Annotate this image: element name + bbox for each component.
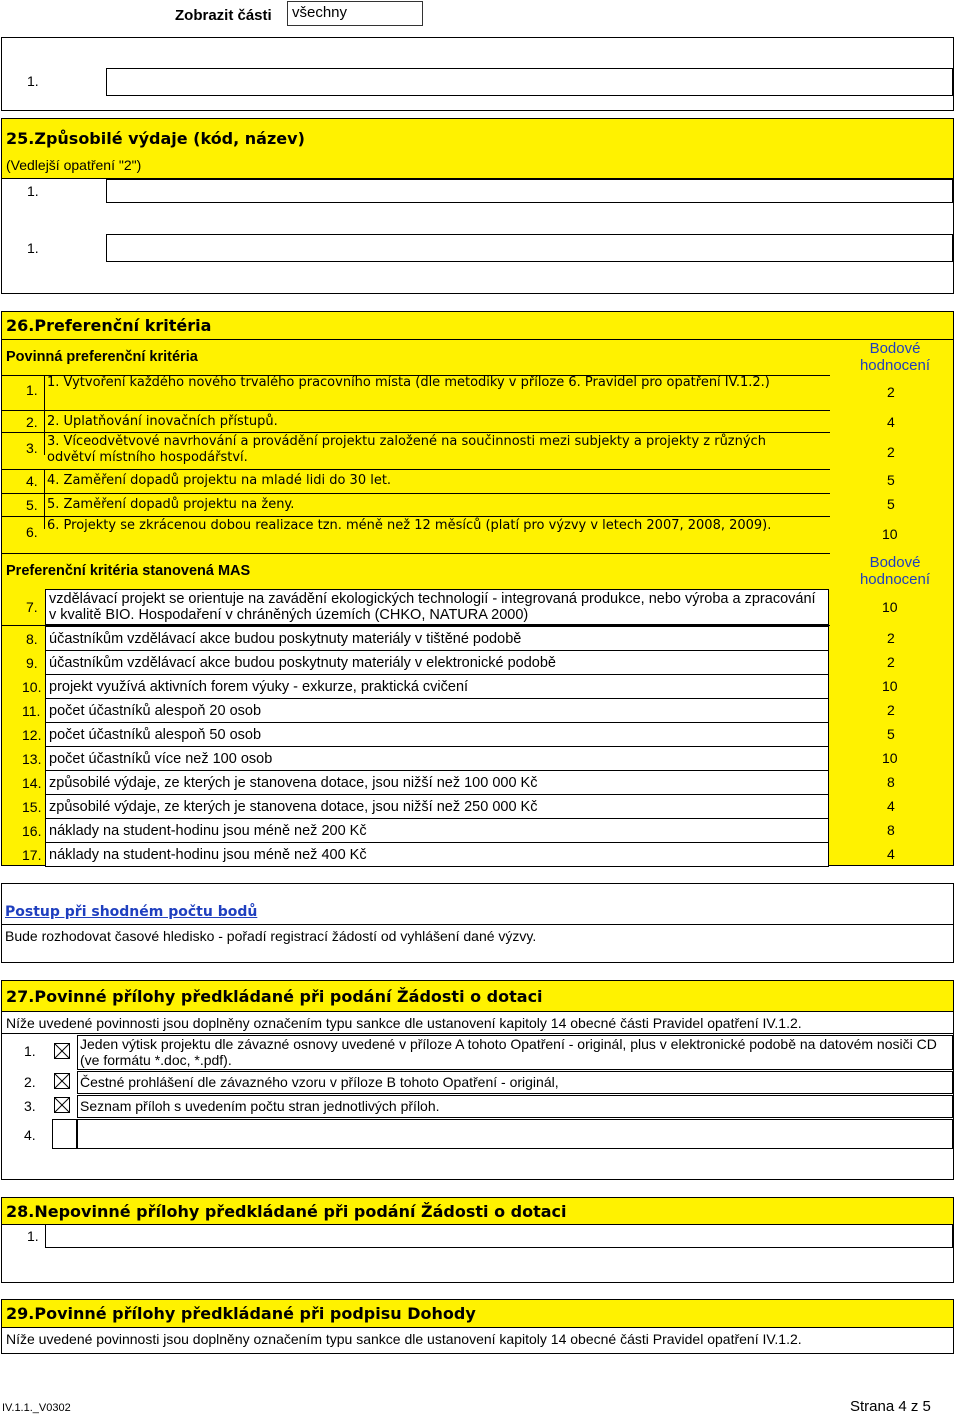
tie-break-title: Postup při shodném počtu bodů	[5, 904, 258, 920]
show-parts-label: Zobrazit části	[175, 7, 272, 24]
section-25	[1, 118, 954, 294]
section-26-title: 26.Preferenční kritéria	[6, 316, 212, 335]
section-29-title: 29.Povinné přílohy předkládané při podpisu Dohody	[6, 1304, 476, 1323]
mas-row-points: 10	[882, 750, 898, 766]
mas-row-points: 4	[887, 846, 895, 862]
section-25-item1-number: 1.	[27, 183, 39, 199]
section-28-item1-number: 1.	[27, 1228, 39, 1244]
tie-break-box	[1, 883, 954, 963]
section-25-title: 25.Způsobilé výdaje (kód, název)	[6, 129, 305, 148]
mas-row-points: 8	[887, 822, 895, 838]
checked-box-icon[interactable]	[54, 1097, 70, 1113]
section-25-subtitle: (Vedlejší opatření "2")	[6, 157, 142, 173]
mas-row-number: 16.	[22, 823, 42, 839]
mas-row-text: počet účastníků alespoň 20 osob	[49, 703, 262, 719]
section-29	[1, 1299, 954, 1354]
mas-row-number: 10.	[22, 679, 42, 695]
mas-row-number: 9.	[26, 655, 38, 671]
section-25-item2-number: 1.	[27, 240, 39, 256]
mandatory-row-text: 2. Uplatňování inovačních přístupů.	[47, 414, 278, 429]
attachment-number: 3.	[24, 1098, 36, 1114]
mandatory-row-text: 6. Projekty se zkrácenou dobou realizace tzn. méně než 12 měsíců (platí pro výzvy v letech 2007, 2008, 2009).	[47, 518, 772, 533]
mandatory-row-points: 10	[882, 526, 898, 542]
section-25-item1-field[interactable]	[106, 179, 953, 203]
attachment-text: Seznam příloh s uvedením počtu stran jednotlivých příloh.	[80, 1098, 440, 1114]
mas-row-points: 10	[882, 599, 898, 615]
checked-box-icon[interactable]	[54, 1043, 70, 1059]
attachment-number: 2.	[24, 1074, 36, 1090]
section-27-note: Níže uvedené povinnosti jsou doplněny označením typu sankce dle ustanovení kapitoly 14 obecné části Pravidel opatření IV.1.2.	[6, 1015, 802, 1031]
section-27-title: 27.Povinné přílohy předkládané při podání Žádosti o dotaci	[6, 987, 543, 1006]
section-28-title: 28.Nepovinné přílohy předkládané při podání Žádosti o dotaci	[6, 1202, 567, 1221]
mas-row-points: 5	[887, 726, 895, 742]
show-parts-select[interactable]: všechny	[287, 1, 423, 26]
attachment-empty-checkbox-cell[interactable]	[52, 1119, 77, 1149]
mandatory-row-points: 2	[887, 444, 895, 460]
mandatory-row-number: 1.	[26, 382, 38, 398]
mas-row-points: 2	[887, 630, 895, 646]
mas-row-text: náklady na student-hodinu jsou méně než 200 Kč	[49, 823, 367, 839]
section-28-item1-field[interactable]	[45, 1224, 953, 1248]
mas-row-text: účastníkům vzdělávací akce budou poskytnuty materiály v tištěné podobě	[49, 631, 522, 647]
mas-row-number: 7.	[26, 599, 38, 615]
section-27	[1, 980, 954, 1180]
mas-row-points: 10	[882, 678, 898, 694]
mandatory-row-text: 3. Víceodvětvové navrhování a provádění projektu založené na součinnosti mezi subjekty a projekty z různých odvětví místního hospodářství.	[47, 434, 766, 465]
mas-row-number: 13.	[22, 751, 42, 767]
mas-row-points: 4	[887, 798, 895, 814]
mas-row-number: 8.	[26, 631, 38, 647]
mas-points-header: Bodové hodnocení	[859, 554, 931, 588]
mandatory-row-points: 4	[887, 414, 895, 430]
footer-page: Strana 4 z 5	[850, 1398, 931, 1415]
tie-break-text: Bude rozhodovat časové hledisko - pořadí registrací žádostí od vyhlášení dané výzvy.	[5, 928, 537, 944]
mas-row-text: vzdělávací projekt se orientuje na zavádění ekologických technologií - integrovaná produkce, nebo výroba a zpracování v kvalitě BIO. Hospodaření v chráněných územích (CHKO, NATURA 2000)	[49, 591, 816, 623]
attachment-number: 1.	[24, 1043, 36, 1059]
attachment-text: Čestné prohlášení dle závazného vzoru v příloze B tohoto Opatření - originál,	[80, 1074, 559, 1090]
mandatory-row-points: 2	[887, 384, 895, 400]
mas-row-text: způsobilé výdaje, ze kterých je stanovena dotace, jsou nižší než 100 000 Kč	[49, 775, 538, 791]
mandatory-row-number: 3.	[26, 440, 38, 456]
mas-row-text: účastníkům vzdělávací akce budou poskytnuty materiály v elektronické podobě	[49, 655, 556, 671]
mas-row-number: 12.	[22, 727, 42, 743]
mandatory-points-header: Bodové hodnocení	[859, 340, 931, 374]
mas-row-text: způsobilé výdaje, ze kterých je stanovena dotace, jsou nižší než 250 000 Kč	[49, 799, 538, 815]
section-25-item2-field[interactable]	[106, 234, 953, 262]
mandatory-criteria-title: Povinná preferenční kritéria	[6, 349, 198, 365]
mandatory-row-number: 5.	[26, 497, 38, 513]
checked-box-icon[interactable]	[54, 1073, 70, 1089]
mas-row-number: 15.	[22, 799, 42, 815]
mas-row-number: 14.	[22, 775, 42, 791]
mas-row-text: náklady na student-hodinu jsou méně než 400 Kč	[49, 847, 367, 863]
mas-row-points: 2	[887, 702, 895, 718]
mas-row-number: 11.	[22, 703, 41, 719]
mandatory-row-points: 5	[887, 472, 895, 488]
mas-row-text: počet účastníků alespoň 50 osob	[49, 727, 262, 743]
mandatory-row-text: 4. Zaměření dopadů projektu na mladé lidi do 30 let.	[47, 473, 392, 488]
section-26	[1, 311, 954, 866]
mandatory-row-number: 4.	[26, 473, 38, 489]
mandatory-row-points: 5	[887, 496, 895, 512]
box-1-item-number: 1.	[27, 73, 39, 89]
mandatory-row-number: 2.	[26, 414, 38, 430]
box-1-item-field[interactable]	[106, 68, 953, 96]
attachment-text-cell[interactable]	[77, 1119, 953, 1149]
attachment-text: Jeden výtisk projektu dle závazné osnovy uvedené v příloze A tohoto Opatření - originál, plus v elektronické podobě na datovém nosiči CD (ve formátu *.doc, *.pdf).	[80, 1036, 937, 1068]
attachment-number: 4.	[24, 1127, 36, 1143]
mas-row-points: 8	[887, 774, 895, 790]
section-28	[1, 1197, 954, 1283]
mandatory-row-text: 1. Vytvoření každého nového trvalého pracovního místa (dle metodiky v příloze 6. Pravidel pro opatření IV.1.2.)	[47, 375, 770, 390]
mandatory-row-text: 5. Zaměření dopadů projektu na ženy.	[47, 497, 295, 512]
box-1	[1, 37, 954, 111]
mas-row-points: 2	[887, 654, 895, 670]
section-29-note: Níže uvedené povinnosti jsou doplněny označením typu sankce dle ustanovení kapitoly 14 obecné části Pravidel opatření IV.1.2.	[6, 1331, 802, 1347]
section-25-header	[2, 119, 953, 178]
mas-row-text: počet účastníků více než 100 osob	[49, 751, 273, 767]
footer-code: IV.1.1._V0302	[2, 1402, 71, 1414]
mas-row-text: projekt využívá aktivních forem výuky - exkurze, praktická cvičení	[49, 679, 469, 695]
mas-criteria-title: Preferenční kritéria stanovená MAS	[6, 563, 251, 579]
mas-row-number: 17.	[22, 847, 42, 863]
mandatory-row-number: 6.	[26, 524, 38, 540]
